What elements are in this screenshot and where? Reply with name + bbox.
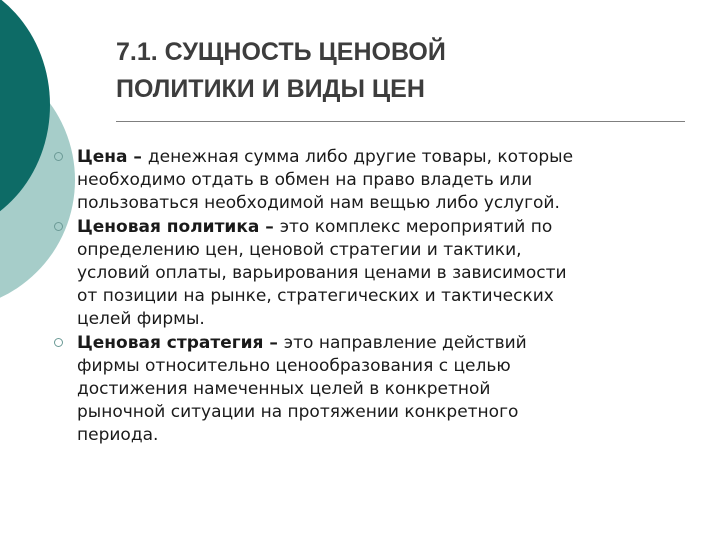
ring-bullet-icon	[54, 152, 63, 161]
bullet-term: Цена –	[77, 147, 148, 167]
title-line-1: 7.1. СУЩНОСТЬ ЦЕНОВОЙ	[116, 38, 446, 66]
bullet-term: Ценовая политика –	[77, 216, 280, 237]
bullet-price-policy	[54, 216, 694, 332]
bullet-line: периода.	[77, 425, 159, 446]
bullet-price-strategy	[54, 332, 694, 448]
bullet-term: Ценовая стратегия –	[77, 332, 284, 353]
bullet-line: достижения намеченных целей в конкретной	[77, 379, 491, 400]
bullet-line: рыночной ситуации на протяжении конкретного	[77, 402, 519, 423]
bullet-text: это комплекс мероприятий по	[279, 216, 553, 237]
bullet-line: от позиции на рынке, стратегических и тактических	[77, 286, 554, 307]
ring-bullet-icon	[54, 338, 63, 347]
bullet-line: условий оплаты, варьирования ценами в зависимости	[77, 263, 567, 284]
bullet-list	[54, 146, 694, 448]
bullet-line: необходимо отдать в обмен на право владеть или	[77, 170, 533, 191]
bullet-line	[77, 146, 694, 169]
bullet-line: определению цен, ценовой стратегии и тактики,	[77, 239, 522, 260]
bullet-text: это направление действий	[283, 332, 527, 353]
bullet-text: денежная сумма либо другие товары, которые	[147, 147, 574, 167]
bullet-price	[54, 146, 694, 216]
bullet-line	[77, 216, 694, 239]
bullet-line: пользоваться необходимой нам вещью либо услугой.	[77, 193, 560, 214]
title-divider	[116, 121, 685, 122]
ring-bullet-icon	[54, 222, 63, 231]
bullet-line: целей фирмы.	[77, 309, 205, 330]
slide-title	[116, 34, 676, 108]
bullet-line	[77, 332, 694, 355]
bullet-line: фирмы относительно ценообразования с целью	[77, 355, 511, 376]
title-line-2: ПОЛИТИКИ И ВИДЫ ЦЕН	[116, 75, 425, 103]
